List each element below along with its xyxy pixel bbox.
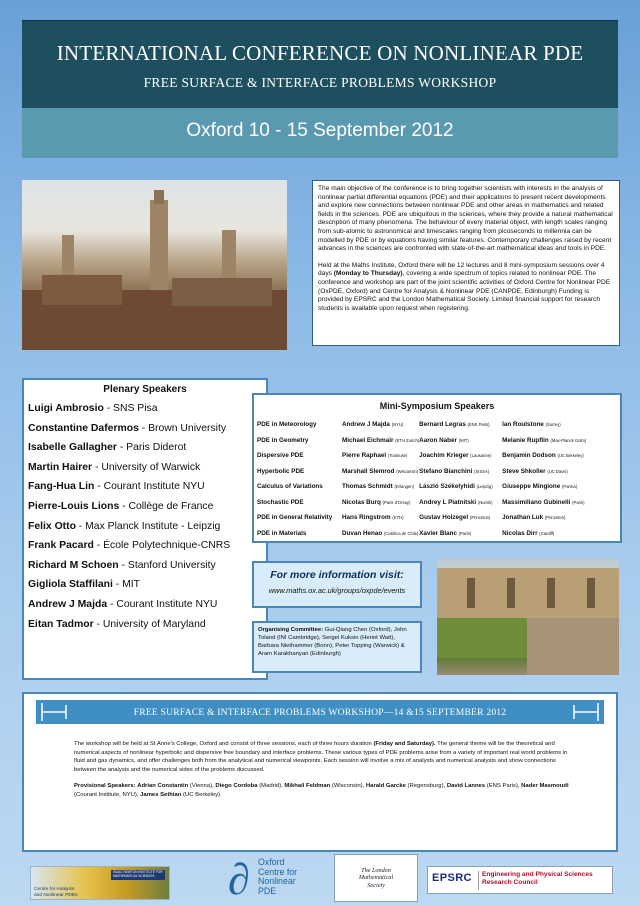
provisional-speakers: Provisional Speakers: Adrian Constantin (Vienna), Diego Cordoba (Madrid), Mikhail Feldman (Wisconsin), Harald Garcke (Regensburg), David Lannes (ENS Paris), Nader Masmoudi (Courant Institute, NYU), James Sethian (UC Berkeley) [74, 783, 569, 798]
mini-symposium-row [257, 526, 617, 542]
plenary-title: Plenary Speakers [103, 384, 187, 395]
session-topic: PDE in Meteorology [257, 421, 317, 429]
intro-paragraph-2: Held at the Maths Institute, Oxford there will be 12 lectures and 8 mini-symposium sessions over 4 days (Monday to Thursday), covering a wide spectrum of topics related to nonlinear PDE. The conference and workshop are part of the joint scientific activities of Oxford Centre for Nonlinear PDE (OxPDE, Oxford) and Centre for Analysis & Nonlinear PDE (CANPDE, Edinburgh) Funding is provided by EPSRC and the London Mathematical Society. Limited financial support for research students is available upon request when registering. [318, 261, 611, 312]
plenary-speaker: Constantine Dafermos - Brown University [28, 422, 227, 434]
session-speaker: Stefano Bianchini (SISSA) [419, 467, 490, 475]
provisional-speaker: Mikhail Feldman [284, 783, 331, 790]
bracket-right-icon [572, 701, 600, 723]
plenary-speaker: Luigi Ambrosio - SNS Pisa [28, 403, 158, 414]
plenary-speakers-box [22, 378, 268, 680]
mini-symposium-row [257, 495, 617, 511]
plenary-speaker: Gigliola Staffilani - MIT [28, 579, 140, 591]
session-topic: Calculus of Variations [257, 483, 323, 491]
session-topic: PDE in Materials [257, 529, 307, 537]
header-banner [22, 20, 618, 108]
session-topic: Dispersive PDE [257, 452, 304, 460]
workshop-subtitle: FREE SURFACE & INTERFACE PROBLEMS WORKSHOP [143, 75, 497, 90]
oxpde-logo: ∂ Oxford Centre for Nonlinear PDE [228, 855, 298, 904]
session-topic: Hyperbolic PDE [257, 467, 305, 475]
plenary-speaker: Pierre-Louis Lions - Collège de France [28, 500, 214, 512]
conference-date: Oxford 10 - 15 September 2012 [186, 120, 454, 141]
session-speaker: Aaron Naber (MIT) [419, 436, 469, 444]
provisional-speaker: Adrian Constantin [137, 783, 189, 790]
plenary-speaker: Isabelle Gallagher - Paris Diderot [28, 442, 187, 454]
session-speaker: Xavier Blanc (Paris) [419, 529, 472, 537]
plenary-speaker: Frank Pacard - École Polytechnique-CNRS [28, 540, 231, 552]
provisional-speaker: Diego Cordoba [215, 783, 258, 790]
session-speaker: Duvan Henao (Católica de Chile) [342, 529, 419, 537]
workshop-band-title: FREE SURFACE & INTERFACE PROBLEMS WORKSHOP—14 &15 SEPTEMBER 2012 [133, 707, 507, 718]
session-topic: Stochastic PDE [257, 498, 304, 506]
isaac-newton-logo: ISAAC NEWTON INSTITUTE FOR MATHEMATICAL SCIENCES [111, 870, 165, 880]
session-speaker: Marshall Slemrod (Wisconsin) [342, 467, 419, 475]
session-speaker: László Székelyhidi (Leipzig) [419, 483, 493, 491]
conference-description [312, 180, 620, 346]
session-speaker: Hans Ringstrom (KTH) [342, 514, 404, 522]
plenary-speaker: Eitan Tadmor - University of Maryland [28, 618, 206, 630]
session-speaker: Massimiliano Gubinelli (Paris) [502, 498, 585, 506]
mini-symposium-row [257, 433, 617, 449]
session-topic: PDE in Geometry [257, 436, 309, 444]
workshop-box [22, 692, 618, 852]
mini-symposium-row [257, 510, 617, 526]
session-speaker: Giuseppe Mingione (Parma) [502, 483, 578, 491]
provisional-speaker: Nader Masmoudi [521, 783, 569, 790]
epsrc-logo: EPSRC Engineering and Physical Sciences Research Council [427, 866, 613, 894]
session-speaker: Nicolas Burq (Paris d'Orsay) [342, 498, 411, 506]
sponsor-logos [0, 852, 640, 905]
provisional-speaker: David Lannes [446, 783, 486, 790]
session-speaker: Joachim Krieger (Lausanne) [419, 452, 492, 460]
mini-symposium-title: Mini-Symposium Speakers [379, 401, 495, 411]
intro-paragraph-1: The main objective of the conference is to bring together scientists with interests in the analysis of nonlinear partial differential equations (PDE) and their applications to present recent developments and explore new connections between nonlinear PDE and other areas in mathematics and related fields in the sciences. PDE are ubiquitous in the sciences, where they provide a natural mathematical description of many phenomena. The behaviour of every material object, with length scales ranging from sub-atomic to astronomical and timescales ranging from picoseconds to millennia can be modelled by PDE or by equations having similar features. Contemporary challenges raised by recent advances in the sciences are confronted with state-of-the-art mathematical ideas and tools in PDE. [318, 185, 613, 253]
more-info-box [252, 561, 422, 608]
organising-label: Organising Committee: [258, 627, 324, 633]
plenary-speaker: Fang-Hua Lin - Courant Institute NYU [28, 481, 205, 493]
plenary-speaker: Andrew J Majda - Courant Institute NYU [28, 598, 218, 610]
workshop-paragraph: The workshop will be held at St Anne's College, Oxford and consist of three sessions, each of three hours duration (Friday and Saturday). The general theme will be the theoretical and numerical aspects of nonlinear hyperbolic and dispersive free boundary and interface problems. These various types of PDE problems arise from a variety of important real world problems in fluid and gas dynamics, and offer challenges both from the analytical and numerical viewpoints. Each session will involve a mix of analysts and numerical analysts and show connections between the analysis and the numerical sides of the problems discussed. [74, 741, 568, 773]
mini-symposium-row [257, 448, 617, 464]
plenary-speaker: Richard M Schoen - Stanford University [28, 559, 216, 571]
more-info-url[interactable]: www.maths.ox.ac.uk/groups/oxpde/events [268, 586, 406, 595]
session-speaker: Jonathan Luk (Princeton) [502, 514, 566, 522]
oxpde-symbol-icon: ∂ [228, 855, 250, 904]
session-speaker: Benjamin Dodson (UC Berkeley) [502, 452, 584, 460]
mini-symposium-box [252, 393, 622, 543]
canpde-logo [30, 866, 170, 900]
provisional-speaker: James Sethian [140, 791, 182, 798]
mini-symposium-table [257, 417, 617, 541]
workshop-text [74, 740, 574, 800]
provisional-speaker: Harald Garcke [365, 783, 406, 790]
bracket-left-icon [40, 701, 68, 723]
session-speaker: Bernard Legras (ENS Paris) [419, 421, 490, 429]
session-speaker: Andrey L Piatnitski (Narvik) [419, 498, 493, 506]
session-speaker: Andrew J Majda (NYU) [342, 421, 404, 429]
session-topic: PDE in General Relativity [257, 514, 333, 522]
session-speaker: Nicolas Dirr (Cardiff) [502, 529, 555, 537]
college-quad-photo [437, 558, 619, 675]
oxford-skyline-photo [22, 180, 287, 350]
session-speaker: Thomas Schmidt (Erlangen) [342, 483, 415, 491]
session-speaker: Michael Eichmair (ETH Zurich) [342, 436, 420, 444]
epsrc-abbr: EPSRC [432, 872, 472, 884]
organising-committee-box [252, 621, 422, 673]
date-band [22, 108, 618, 158]
session-speaker: Ian Roulstone (Surrey) [502, 421, 561, 429]
plenary-speaker: Martin Hairer - University of Warwick [28, 461, 201, 473]
session-speaker: Gustav Holzegel (Princeton) [419, 514, 491, 522]
mini-symposium-row [257, 464, 617, 480]
organising-members: Gui-Qiang Chen (Oxford), John Toland (INI Cambridge), Sergei Kuksin (Heriot Watt), Barbara Niethammer (Bonn), Peter Topping (Warwick) & Aram Karakhanyan (Edinburgh) [258, 627, 407, 657]
more-info-heading: For more information visit: [270, 569, 404, 581]
session-speaker: Melanie Rupflin (Max-Planck Golm) [502, 436, 587, 444]
session-speaker: Steve Shkoller (UC Davis) [502, 467, 568, 475]
canpde-label: Centre for Analysis and Nonlinear PDEs [34, 887, 78, 898]
plenary-speaker: Felix Otto - Max Planck Institute - Leipzig [28, 520, 221, 532]
mini-symposium-row [257, 417, 617, 433]
session-speaker: Pierre Raphael (Toulouse) [342, 452, 408, 460]
workshop-band [36, 700, 604, 724]
conference-title: INTERNATIONAL CONFERENCE ON NONLINEAR PDE [56, 41, 584, 65]
mini-symposium-row [257, 479, 617, 495]
lms-logo: The London Mathematical Society [334, 854, 418, 902]
